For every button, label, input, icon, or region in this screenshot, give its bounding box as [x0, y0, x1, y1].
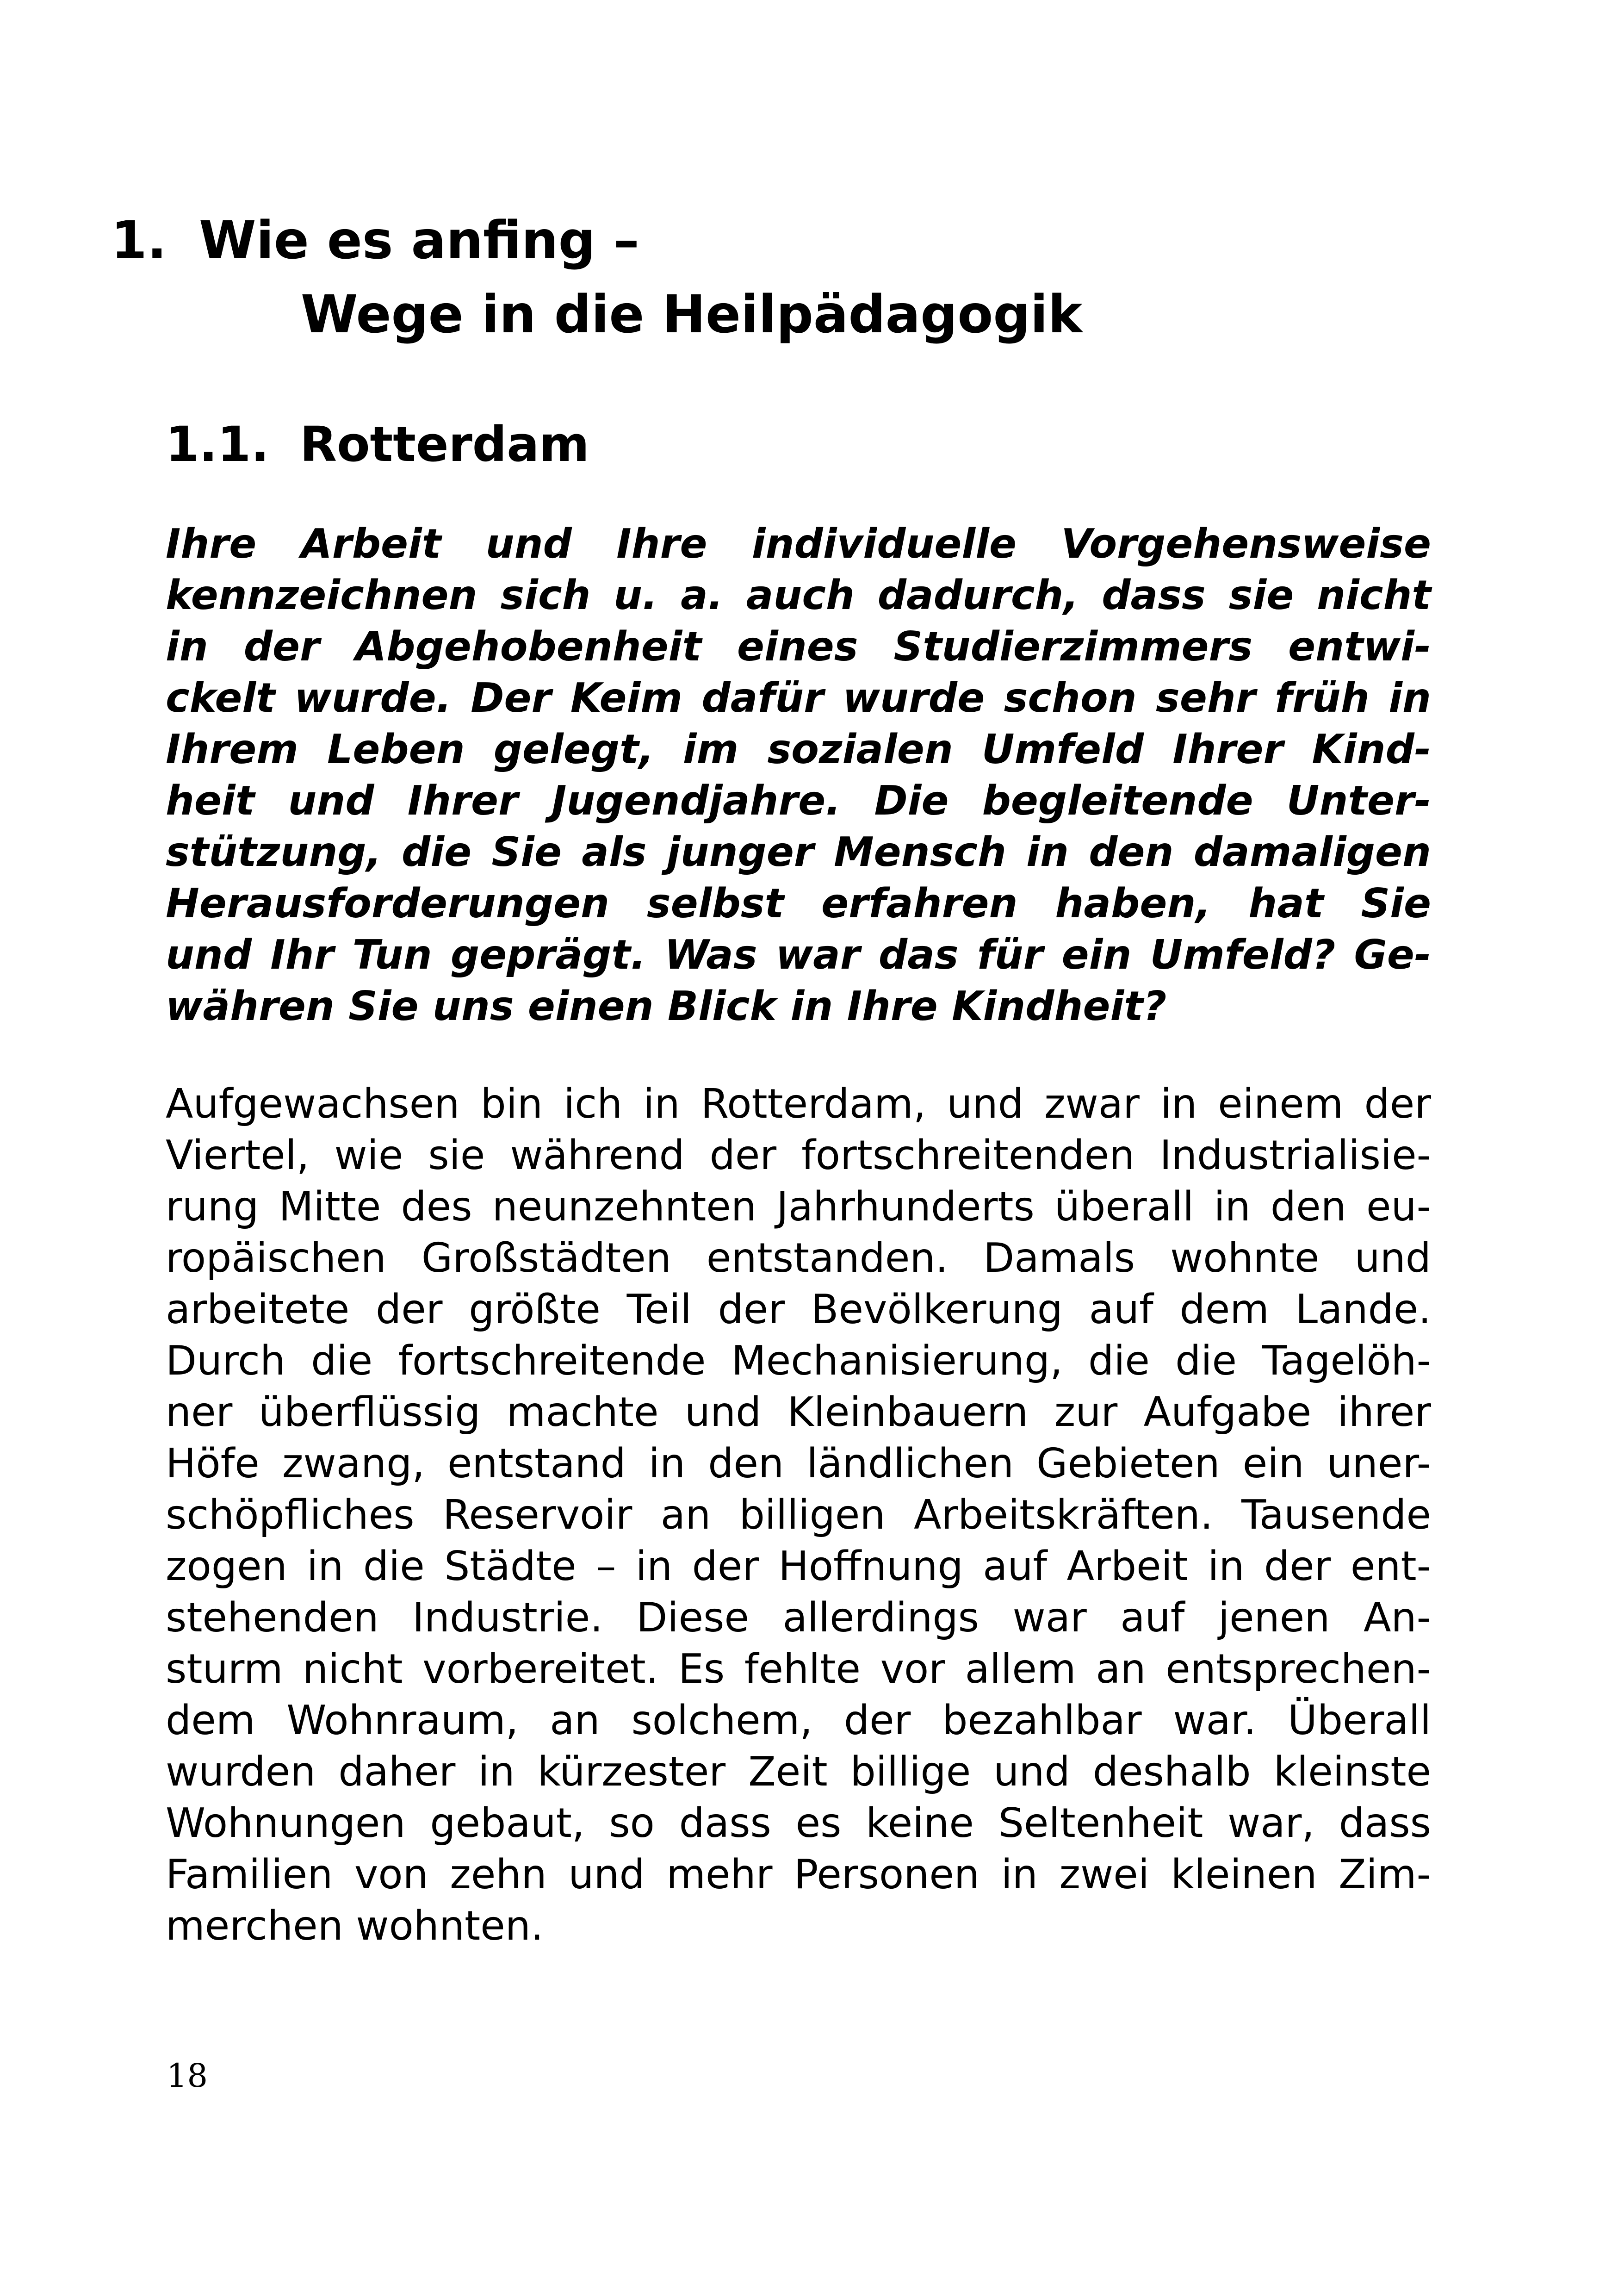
answer-line: Viertel, wie sie während der fortschreitenden Industrialisie-: [166, 1132, 1431, 1179]
section-heading: [166, 407, 589, 481]
page-number: 18: [167, 2057, 208, 2095]
answer-line: Höfe zwang, entstand in den ländlichen Gebieten ein uner-: [166, 1440, 1431, 1487]
question-line: und Ihr Tun geprägt. Was war das für ein Umfeld? Ge-: [166, 931, 1431, 978]
answer-line: ner überflüssig machte und Kleinbauern zur Aufgabe ihrer: [166, 1388, 1431, 1436]
section-number: 1.1.: [166, 416, 269, 473]
answer-line: zogen in die Städte – in der Hoffnung auf Arbeit in der ent-: [166, 1543, 1431, 1590]
answer-line: Durch die fortschreitende Mechanisierung, die die Tagelöh-: [166, 1337, 1431, 1384]
answer-line: ropäischen Großstädten entstanden. Damals wohnte und: [166, 1234, 1431, 1282]
chapter-heading: [111, 204, 1499, 352]
answer-line: merchen wohnten.: [166, 1902, 544, 1949]
chapter-title-line-2: Wege in die Heilpädagogik: [301, 285, 1083, 345]
question-line: Ihre Arbeit und Ihre individuelle Vorgehensweise: [166, 520, 1431, 567]
answer-line: stehenden Industrie. Diese allerdings war auf jenen An-: [166, 1594, 1431, 1641]
answer-line: schöpfliches Reservoir an billigen Arbeitskräften. Tausende: [166, 1491, 1431, 1538]
question-line: heit und Ihrer Jugendjahre. Die begleitende Unter-: [166, 777, 1431, 824]
question-line: kennzeichnen sich u. a. auch dadurch, dass sie nicht: [166, 572, 1431, 619]
question-line: währen Sie uns einen Blick in Ihre Kindheit?: [166, 983, 1167, 1030]
answer-line: wurden daher in kürzester Zeit billige und deshalb kleinste: [166, 1748, 1431, 1795]
chapter-number: 1.: [111, 211, 167, 271]
question-line: ckelt wurde. Der Keim dafür wurde schon sehr früh in: [166, 674, 1431, 722]
answer-paragraph: [166, 1078, 1431, 1952]
question-line: in der Abgehobenheit eines Studierzimmers entwi-: [166, 623, 1431, 670]
answer-line: Wohnungen gebaut, so dass es keine Seltenheit war, dass: [166, 1799, 1431, 1847]
answer-line: dem Wohnraum, an solchem, der bezahlbar war. Überall: [166, 1697, 1431, 1744]
section-title: Rotterdam: [300, 416, 589, 473]
question-line: Ihrem Leben gelegt, im sozialen Umfeld Ihrer Kind-: [166, 726, 1431, 773]
answer-line: Aufgewachsen bin ich in Rotterdam, und zwar in einem der: [166, 1080, 1431, 1127]
answer-line: Familien von zehn und mehr Personen in zwei kleinen Zim-: [166, 1851, 1431, 1898]
answer-line: sturm nicht vorbereitet. Es fehlte vor allem an entsprechen-: [166, 1645, 1431, 1692]
question-line: Herausforderungen selbst erfahren haben, hat Sie: [166, 880, 1431, 927]
question-line: stützung, die Sie als junger Mensch in den damaligen: [166, 828, 1431, 876]
chapter-title-line-1: Wie es anfing –: [199, 211, 639, 271]
interview-question: [166, 518, 1431, 1032]
answer-line: rung Mitte des neunzehnten Jahrhunderts überall in den eu-: [166, 1183, 1431, 1230]
answer-line: arbeitete der größte Teil der Bevölkerung auf dem Lande.: [166, 1286, 1431, 1333]
